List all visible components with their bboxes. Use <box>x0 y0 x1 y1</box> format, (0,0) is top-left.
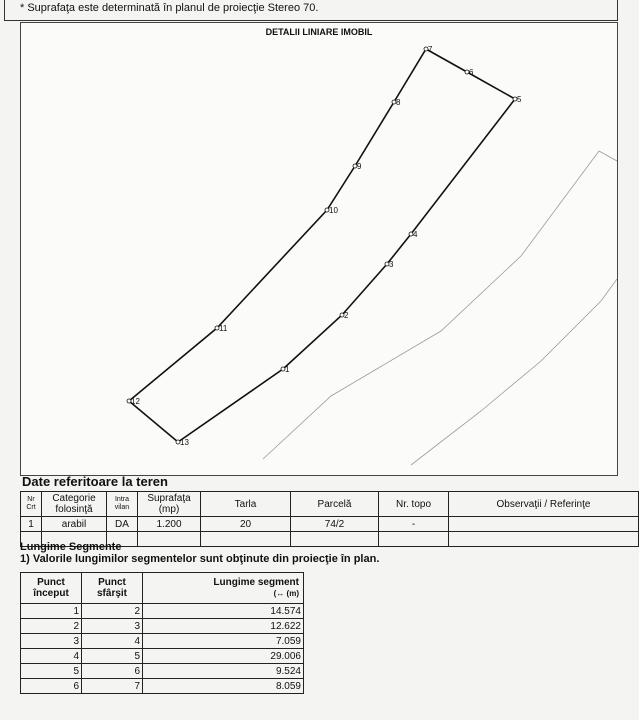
boundary-point-label: 10 <box>329 206 338 215</box>
parcel-outline-group <box>127 45 522 447</box>
segment-length-cell: 29.006 <box>143 649 304 664</box>
boundary-point-label: 1 <box>285 365 290 374</box>
col-intravilan: Intra vilan <box>107 492 138 517</box>
segment-start-cell: 4 <box>21 649 82 664</box>
segment-end-cell: 6 <box>82 664 143 679</box>
segment-rows <box>21 604 304 694</box>
col-parcela: Parcelă <box>291 492 379 517</box>
boundary-point-label: 5 <box>517 95 522 104</box>
col-categorie: Categorie folosinţă <box>42 492 107 517</box>
boundary-point-label: 9 <box>357 162 362 171</box>
col-observatii: Observaţii / Referinţe <box>449 492 639 517</box>
segment-row <box>21 604 304 619</box>
boundary-point-label: 6 <box>469 68 474 77</box>
segment-section <box>20 541 379 565</box>
segment-row <box>21 649 304 664</box>
boundary-point-label: 11 <box>219 324 228 333</box>
segment-length-cell: 8.059 <box>143 679 304 694</box>
cell-observatii <box>449 517 639 532</box>
lungime-label: Lungime segment <box>213 577 299 588</box>
cell-tarla: 20 <box>201 517 291 532</box>
plan-title: DETALII LINIARE IMOBIL <box>265 27 373 37</box>
boundary-point-label: 12 <box>131 397 140 406</box>
segment-row <box>21 619 304 634</box>
segment-row <box>21 664 304 679</box>
col-nr-topo: Nr. topo <box>379 492 449 517</box>
segment-end-cell: 4 <box>82 634 143 649</box>
col-punct-sfarsit: Punct sfârşit <box>82 573 143 604</box>
segment-start-cell: 5 <box>21 664 82 679</box>
teren-data-row <box>21 517 639 532</box>
teren-table <box>20 491 639 547</box>
boundary-point-label: 7 <box>428 45 433 54</box>
segment-subtitle: 1) Valorile lungimilor segmentelor sunt obţinute din proiecţie în plan. <box>20 553 380 565</box>
cell-suprafata: 1.200 <box>138 517 201 532</box>
segment-length-cell: 12.622 <box>143 619 304 634</box>
cell-intravilan: DA <box>107 517 138 532</box>
segment-row <box>21 634 304 649</box>
segment-length-cell: 7.059 <box>143 634 304 649</box>
parcel-plan <box>20 22 618 476</box>
teren-section-title: Date referitoare la teren <box>22 474 168 489</box>
boundary-point-label: 8 <box>396 98 401 107</box>
segment-end-cell: 3 <box>82 619 143 634</box>
col-nr-crt: Nr Crt <box>21 492 42 517</box>
segment-start-cell: 3 <box>21 634 82 649</box>
boundary-point-label: 2 <box>344 311 349 320</box>
neighbor-line <box>411 279 617 465</box>
segment-start-cell: 2 <box>21 619 82 634</box>
segment-end-cell: 2 <box>82 604 143 619</box>
boundary-point-label: 3 <box>389 260 394 269</box>
parcel-boundary <box>129 49 515 442</box>
cell-parcela: 74/2 <box>291 517 379 532</box>
segment-header-row <box>21 573 304 604</box>
segment-title: Lungime Segmente <box>20 541 122 553</box>
cell-nr: 1 <box>21 517 42 532</box>
cell-categorie: arabil <box>42 517 107 532</box>
segment-length-cell: 9.524 <box>143 664 304 679</box>
col-suprafata: Suprafaţa (mp) <box>138 492 201 517</box>
boundary-point-label: 13 <box>180 438 189 447</box>
cell-nr-topo: - <box>379 517 449 532</box>
segment-end-cell: 7 <box>82 679 143 694</box>
segment-start-cell: 6 <box>21 679 82 694</box>
segment-row <box>21 679 304 694</box>
col-lungime <box>143 573 304 604</box>
teren-header-row <box>21 492 639 517</box>
segment-end-cell: 5 <box>82 649 143 664</box>
boundary-point-label: 4 <box>413 230 418 239</box>
segment-table <box>20 572 304 694</box>
stereo70-note: * Suprafaţa este determinată în planul de proiecţie Stereo 70. <box>20 2 319 14</box>
lungime-unit: (↔ (m) <box>273 589 299 598</box>
col-tarla: Tarla <box>201 492 291 517</box>
plan-drawing <box>21 23 617 475</box>
col-punct-inceput: Punct început <box>21 573 82 604</box>
segment-start-cell: 1 <box>21 604 82 619</box>
segment-length-cell: 14.574 <box>143 604 304 619</box>
